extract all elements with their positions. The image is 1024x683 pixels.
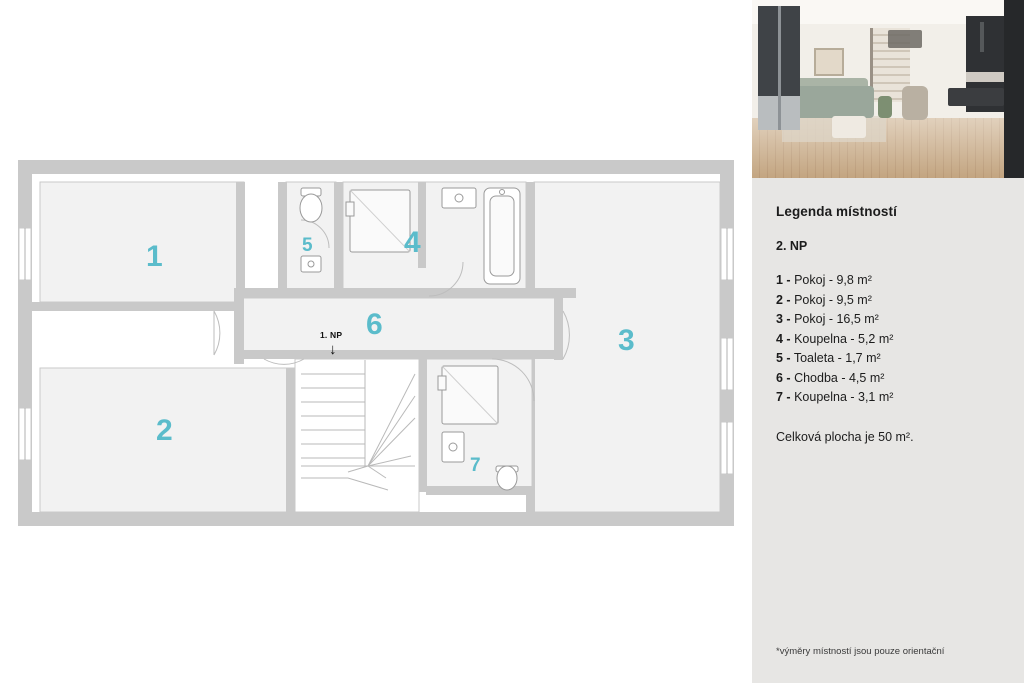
legend-total-area: Celková plocha je 50 m². — [776, 429, 914, 444]
legend-footnote: *výměry místností jsou pouze orientační — [776, 646, 945, 657]
room-number-4: 4 — [404, 226, 421, 259]
legend-room-label: Koupelna - 5,2 m² — [794, 331, 894, 346]
legend-room-label: Pokoj - 9,8 m² — [794, 273, 872, 287]
room-number-1: 1 — [146, 240, 163, 273]
interior-photo — [752, 0, 1024, 178]
legend-floor-label: 2. NP — [776, 239, 808, 253]
legend-room-number: 1 - — [776, 273, 791, 287]
legend-panel — [752, 0, 1024, 683]
list-item — [776, 310, 1000, 330]
toilet-fixture-5 — [300, 188, 322, 222]
list-item — [776, 388, 1000, 408]
legend-room-number: 7 - — [776, 390, 791, 404]
legend-room-number: 5 - — [776, 351, 791, 365]
list-item — [776, 271, 1000, 291]
legend-room-label: Pokoj - 9,5 m² — [794, 292, 872, 307]
legend-room-number: 3 - — [776, 312, 791, 326]
room-number-5: 5 — [302, 235, 313, 256]
list-item — [776, 349, 1000, 369]
level-label: 1. NP — [320, 330, 343, 340]
legend-room-label: Pokoj - 16,5 m² — [794, 312, 879, 326]
list-item — [776, 291, 1000, 311]
legend-room-number: 4 - — [776, 331, 791, 346]
list-item — [776, 330, 1000, 350]
room-number-6: 6 — [366, 308, 383, 341]
room-number-7: 7 — [470, 455, 481, 476]
legend-room-label: Toaleta - 1,7 m² — [793, 351, 881, 365]
legend-room-list — [776, 271, 1000, 408]
legend-room-number: 2 - — [776, 292, 791, 307]
legend-content — [752, 178, 1024, 444]
floorplan-drawing — [18, 160, 734, 526]
legend-room-label: Chodba - 4,5 m² — [794, 370, 885, 385]
level-arrow-icon: ↓ — [329, 341, 337, 358]
list-item — [776, 369, 1000, 389]
legend-room-label: Koupelna - 3,1 m² — [794, 390, 894, 404]
legend-title: Legenda místností — [776, 204, 897, 219]
legend-room-number: 6 - — [776, 370, 791, 385]
room-number-2: 2 — [156, 414, 173, 447]
room-number-3: 3 — [618, 324, 635, 357]
